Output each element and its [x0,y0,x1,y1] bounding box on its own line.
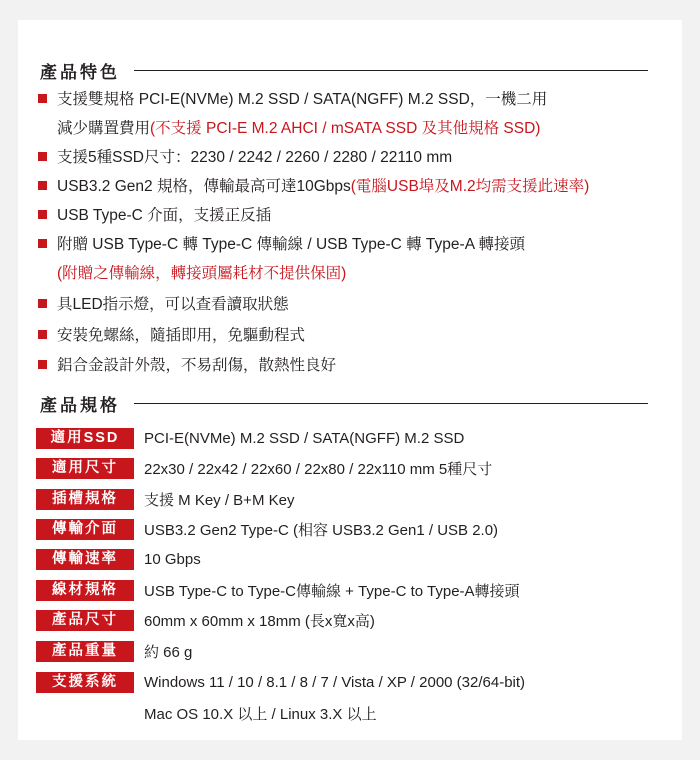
feature-item [38,147,452,169]
spec-row [36,427,464,450]
spec-label: 傳輸速率 [36,549,134,570]
bullet-square-icon [38,239,47,248]
spec-label: 線材規格 [36,580,134,601]
feature-item [38,325,305,347]
spec-value: 10 Gbps [144,551,201,568]
feature-text: 支援5種SSD尺寸：2230 / 2242 / 2260 / 2280 / 22110 mm [57,149,453,166]
spec-label: 產品重量 [36,641,134,662]
feature-text: 減少購置費用 [57,120,151,137]
feature-item [38,176,589,198]
feature-item [38,294,289,316]
spec-row-continuation [36,702,377,725]
feature-text: 安裝免螺絲，隨插即用，免驅動程式 [57,327,306,344]
feature-text: USB Type-C 介面，支援正反插 [57,207,272,224]
feature-text: 具LED指示燈，可以查看讀取狀態 [57,296,289,313]
feature-text: 附贈 USB Type-C 轉 Type-C 傳輸線 / USB Type-C 轉 Type-A 轉接頭 [57,236,525,253]
spec-value: USB3.2 Gen2 Type-C (相容 USB3.2 Gen1 / USB 2.0) [144,522,499,539]
spec-row [36,548,201,571]
feature-note: (電腦USB埠及M.2均需支援此速率) [350,178,590,195]
specs-divider [134,403,648,404]
feature-item [38,205,271,227]
bullet-square-icon [38,360,47,369]
spec-label: 適用SSD [36,428,134,449]
bullet-square-icon [38,152,47,161]
bullet-square-icon [38,94,47,103]
spec-value: Mac OS 10.X 以上 / Linux 3.X 以上 [144,706,377,723]
spec-value: 約 66 g [144,644,193,661]
spec-value: Windows 11 / 10 / 8.1 / 8 / 7 / Vista / XP / 2000 (32/64-bit) [144,674,526,691]
feature-item [38,234,525,256]
feature-text: 鋁合金設計外殼，不易刮傷，散熱性良好 [57,357,337,374]
feature-item [38,355,336,377]
features-title: 產品特色 [40,63,120,82]
spec-row [36,671,525,694]
spec-row [36,518,498,541]
spec-row [36,609,375,632]
specs-heading [40,391,648,416]
spec-row [36,579,520,602]
feature-note: (不支援 PCI-E M.2 AHCI / mSATA SSD 及其他規格 SSD) [150,120,541,137]
spec-value: USB Type-C to Type-C傳輸線 + Type-C to Type-A轉接頭 [144,583,520,600]
spec-value: PCI-E(NVMe) M.2 SSD / SATA(NGFF) M.2 SSD [144,430,465,447]
spec-value: 60mm x 60mm x 18mm (長x寬x高) [144,613,375,630]
features-heading [40,58,648,83]
feature-text: USB3.2 Gen2 規格，傳輸最高可達10Gbps [57,178,351,195]
features-divider [134,70,648,71]
feature-item-continuation [38,118,540,140]
spec-row [36,457,492,480]
bullet-square-icon [38,330,47,339]
spec-label: 傳輸介面 [36,519,134,540]
bullet-square-icon [38,210,47,219]
spec-row [36,488,294,511]
feature-item-continuation [38,263,346,285]
spec-label: 產品尺寸 [36,610,134,631]
spec-value: 支援 M Key / B+M Key [144,492,295,509]
spec-label: 插槽規格 [36,489,134,510]
spec-label: 支援系統 [36,672,134,693]
feature-note: (附贈之傳輸線，轉接頭屬耗材不提供保固) [57,265,347,282]
product-card [18,20,682,740]
spec-value: 22x30 / 22x42 / 22x60 / 22x80 / 22x110 mm 5種尺寸 [144,461,493,478]
spec-row [36,640,192,663]
bullet-square-icon [38,181,47,190]
feature-item [38,89,547,111]
spec-label: 適用尺寸 [36,458,134,479]
feature-text: 支援雙規格 PCI-E(NVMe) M.2 SSD / SATA(NGFF) M.2 SSD，一機二用 [57,91,548,108]
bullet-square-icon [38,299,47,308]
specs-title: 產品規格 [40,396,120,415]
